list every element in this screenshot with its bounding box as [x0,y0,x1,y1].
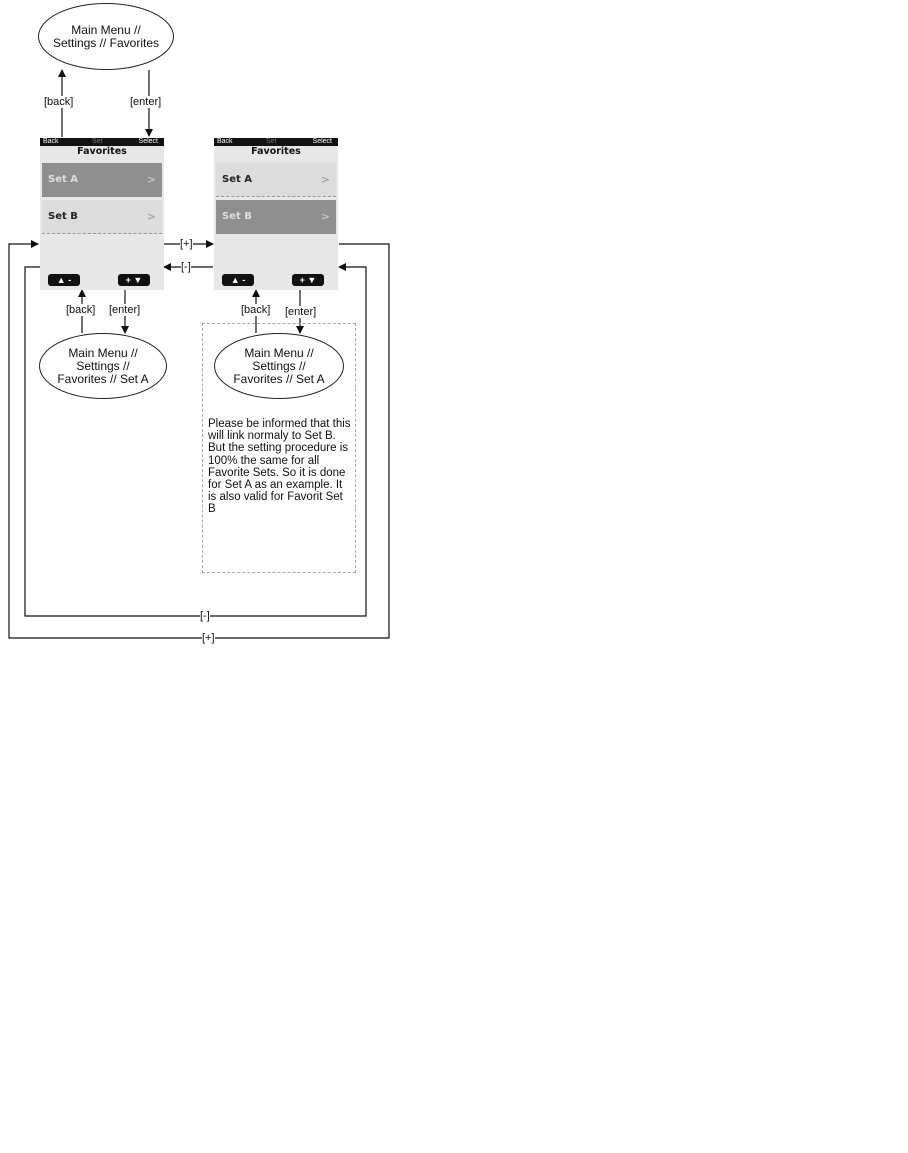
edge-label-plus-bottom: [+] [202,632,215,644]
edge-label-enter-top: [enter] [130,96,162,108]
edge-label-back-left: [back] [66,304,96,316]
up-minus-button[interactable]: ▲ - [48,274,80,286]
list-item-label: Set B [48,211,78,222]
node-line: Settings // Favorites [52,35,160,50]
list-item-set-a[interactable] [42,163,162,197]
list-item-label: Set B [222,211,252,222]
screen-top-bar [40,138,164,146]
chevron-right-icon: > [146,210,156,223]
node-line: Favorites // Set A [233,371,325,386]
node-line: Settings // [252,358,306,373]
list-item-set-b[interactable] [216,200,336,234]
screen-title: Favorites [251,146,301,157]
edge-label-back-right: [back] [241,304,271,316]
note-text: Please be informed that this will link normaly to Set B. But the setting procedure is 100% the same for all Favorite Sets. So it is done for Set A as an example. It is also valid for Favorit Set B [208,418,351,516]
node-line: Favorites // Set A [57,371,149,386]
screen-title: Favorites [77,146,127,157]
edge-label-minus-left: [-] [181,261,191,273]
chevron-right-icon: > [146,173,156,186]
edge-label-enter-left: [enter] [109,304,141,316]
list-item-label: Set A [48,174,78,185]
node-main-menu-settings-favorites [38,3,174,70]
set-softkey[interactable]: Set [266,138,277,145]
up-minus-button[interactable]: ▲ - [222,274,254,286]
back-softkey[interactable]: Back [43,138,59,145]
node-line: Settings // [76,358,130,373]
node-line: Main Menu // [68,345,138,360]
screen-top-bar [214,138,338,146]
list-item-label: Set A [222,174,252,185]
node-favorites-set-a-left [39,333,167,399]
node-line: Main Menu // [71,22,141,37]
node-line: Main Menu // [244,345,314,360]
edge-label-enter-right: [enter] [285,306,317,318]
edge-label-minus-bottom: [-] [200,610,210,622]
chevron-right-icon: > [320,210,330,223]
node-favorites-set-a-right [214,333,344,399]
device-screen-right [214,138,338,290]
select-softkey[interactable]: Select [309,138,336,146]
plus-down-button[interactable]: + ▼ [292,274,324,286]
edge-label-plus-right: [+] [180,238,193,250]
chevron-right-icon: > [320,173,330,186]
back-softkey[interactable]: Back [217,138,233,145]
plus-down-button[interactable]: + ▼ [118,274,150,286]
list-item-set-a[interactable] [216,163,336,197]
edge-label-back-top: [back] [44,96,74,108]
device-screen-left [40,138,164,290]
list-item-set-b[interactable] [42,200,162,234]
select-softkey[interactable]: Select [135,138,162,146]
set-softkey[interactable]: Set [92,138,103,145]
